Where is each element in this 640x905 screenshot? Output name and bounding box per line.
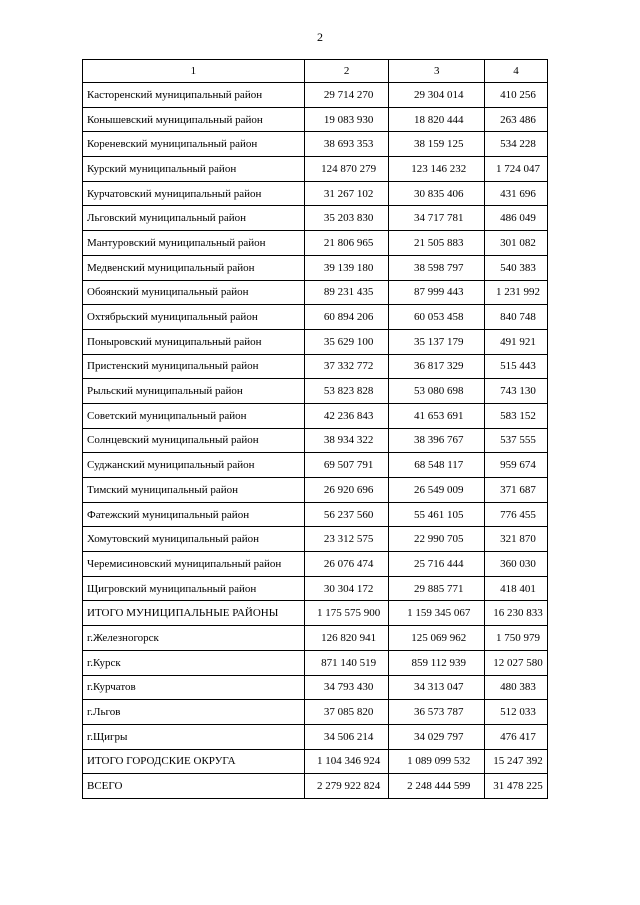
value-cell: 486 049 [485, 206, 548, 231]
table-row [83, 478, 548, 503]
table-row [83, 552, 548, 577]
value-cell: 38 934 322 [304, 428, 389, 453]
value-cell: 35 203 830 [304, 206, 389, 231]
table-row [83, 280, 548, 305]
table-row [83, 403, 548, 428]
value-cell: 360 030 [485, 552, 548, 577]
value-cell: 34 313 047 [389, 675, 485, 700]
value-cell: 2 279 922 824 [304, 774, 389, 799]
row-label-cell: Щигровский муниципальный район [83, 576, 305, 601]
value-cell: 1 104 346 924 [304, 749, 389, 774]
value-cell: 23 312 575 [304, 527, 389, 552]
table-row [83, 428, 548, 453]
value-cell: 69 507 791 [304, 453, 389, 478]
value-cell: 56 237 560 [304, 502, 389, 527]
value-cell: 34 506 214 [304, 724, 389, 749]
page-number: 2 [317, 30, 323, 44]
value-cell: 480 383 [485, 675, 548, 700]
value-cell: 30 835 406 [389, 181, 485, 206]
row-label-cell: Касторенский муниципальный район [83, 83, 305, 108]
value-cell: 53 080 698 [389, 379, 485, 404]
value-cell: 30 304 172 [304, 576, 389, 601]
value-cell: 859 112 939 [389, 650, 485, 675]
value-cell: 476 417 [485, 724, 548, 749]
value-cell: 26 920 696 [304, 478, 389, 503]
row-label-cell: Черемисиновский муниципальный район [83, 552, 305, 577]
value-cell: 22 990 705 [389, 527, 485, 552]
value-cell: 1 724 047 [485, 157, 548, 182]
value-cell: 371 687 [485, 478, 548, 503]
value-cell: 126 820 941 [304, 626, 389, 651]
value-cell: 1 175 575 900 [304, 601, 389, 626]
column-header: 2 [304, 60, 389, 83]
value-cell: 431 696 [485, 181, 548, 206]
value-cell: 36 573 787 [389, 700, 485, 725]
value-cell: 34 029 797 [389, 724, 485, 749]
value-cell: 60 053 458 [389, 305, 485, 330]
value-cell: 16 230 833 [485, 601, 548, 626]
value-cell: 1 231 992 [485, 280, 548, 305]
value-cell: 68 548 117 [389, 453, 485, 478]
value-cell: 776 455 [485, 502, 548, 527]
value-cell: 1 750 979 [485, 626, 548, 651]
row-label-cell: г.Железногорск [83, 626, 305, 651]
table-row [83, 206, 548, 231]
value-cell: 321 870 [485, 527, 548, 552]
column-header: 4 [485, 60, 548, 83]
value-cell: 491 921 [485, 329, 548, 354]
value-cell: 25 716 444 [389, 552, 485, 577]
value-cell: 29 885 771 [389, 576, 485, 601]
row-label-cell: Суджанский муниципальный район [83, 453, 305, 478]
value-cell: 38 396 767 [389, 428, 485, 453]
row-label-cell: Солнцевский муниципальный район [83, 428, 305, 453]
row-label-cell: ВСЕГО [83, 774, 305, 799]
table-row [83, 527, 548, 552]
value-cell: 21 505 883 [389, 231, 485, 256]
table-row [83, 700, 548, 725]
value-cell: 87 999 443 [389, 280, 485, 305]
value-cell: 534 228 [485, 132, 548, 157]
value-cell: 31 267 102 [304, 181, 389, 206]
value-cell: 55 461 105 [389, 502, 485, 527]
row-label-cell: Тимский муниципальный район [83, 478, 305, 503]
row-label-cell: Фатежский муниципальный район [83, 502, 305, 527]
value-cell: 34 717 781 [389, 206, 485, 231]
table-row [83, 354, 548, 379]
row-label-cell: Медвенский муниципальный район [83, 255, 305, 280]
value-cell: 410 256 [485, 83, 548, 108]
value-cell: 418 401 [485, 576, 548, 601]
value-cell: 743 130 [485, 379, 548, 404]
value-cell: 1 089 099 532 [389, 749, 485, 774]
value-cell: 263 486 [485, 107, 548, 132]
row-label-cell: Мантуровский муниципальный район [83, 231, 305, 256]
row-label-cell: ИТОГО ГОРОДСКИЕ ОКРУГА [83, 749, 305, 774]
row-label-cell: г.Курск [83, 650, 305, 675]
value-cell: 38 159 125 [389, 132, 485, 157]
value-cell: 35 137 179 [389, 329, 485, 354]
table-row [83, 675, 548, 700]
row-label-cell: Советский муниципальный район [83, 403, 305, 428]
row-label-cell: Рыльский муниципальный район [83, 379, 305, 404]
value-cell: 38 693 353 [304, 132, 389, 157]
column-header: 1 [83, 60, 305, 83]
row-label-cell: Льговский муниципальный район [83, 206, 305, 231]
row-label-cell: г.Щигры [83, 724, 305, 749]
table-row [83, 231, 548, 256]
value-cell: 29 714 270 [304, 83, 389, 108]
row-label-cell: Хомутовский муниципальный район [83, 527, 305, 552]
value-cell: 512 033 [485, 700, 548, 725]
table-row [83, 724, 548, 749]
table-row [83, 329, 548, 354]
row-label-cell: Кореневский муниципальный район [83, 132, 305, 157]
value-cell: 60 894 206 [304, 305, 389, 330]
table-row [83, 305, 548, 330]
value-cell: 41 653 691 [389, 403, 485, 428]
value-cell: 12 027 580 [485, 650, 548, 675]
row-label-cell: Поныровский муниципальный район [83, 329, 305, 354]
budget-table [82, 59, 548, 799]
value-cell: 31 478 225 [485, 774, 548, 799]
value-cell: 37 085 820 [304, 700, 389, 725]
table-row [83, 502, 548, 527]
value-cell: 38 598 797 [389, 255, 485, 280]
row-label-cell: Пристенский муниципальный район [83, 354, 305, 379]
value-cell: 37 332 772 [304, 354, 389, 379]
value-cell: 959 674 [485, 453, 548, 478]
table-row [83, 255, 548, 280]
table-row [83, 601, 548, 626]
table-row [83, 83, 548, 108]
row-label-cell: Курский муниципальный район [83, 157, 305, 182]
row-label-cell: ИТОГО МУНИЦИПАЛЬНЫЕ РАЙОНЫ [83, 601, 305, 626]
table-header-row [83, 60, 548, 83]
table-row [83, 749, 548, 774]
value-cell: 89 231 435 [304, 280, 389, 305]
table-row [83, 132, 548, 157]
value-cell: 1 159 345 067 [389, 601, 485, 626]
table-row [83, 576, 548, 601]
value-cell: 53 823 828 [304, 379, 389, 404]
value-cell: 540 383 [485, 255, 548, 280]
table-row [83, 157, 548, 182]
row-label-cell: Конышевский муниципальный район [83, 107, 305, 132]
row-label-cell: Обоянский муниципальный район [83, 280, 305, 305]
table-row [83, 650, 548, 675]
row-label-cell: Охтябрьский муниципальный район [83, 305, 305, 330]
value-cell: 871 140 519 [304, 650, 389, 675]
value-cell: 537 555 [485, 428, 548, 453]
row-label-cell: г.Льгов [83, 700, 305, 725]
value-cell: 124 870 279 [304, 157, 389, 182]
row-label-cell: г.Курчатов [83, 675, 305, 700]
value-cell: 19 083 930 [304, 107, 389, 132]
value-cell: 18 820 444 [389, 107, 485, 132]
value-cell: 301 082 [485, 231, 548, 256]
value-cell: 42 236 843 [304, 403, 389, 428]
value-cell: 125 069 962 [389, 626, 485, 651]
table-row [83, 379, 548, 404]
value-cell: 34 793 430 [304, 675, 389, 700]
value-cell: 39 139 180 [304, 255, 389, 280]
value-cell: 515 443 [485, 354, 548, 379]
value-cell: 583 152 [485, 403, 548, 428]
column-header: 3 [389, 60, 485, 83]
value-cell: 123 146 232 [389, 157, 485, 182]
value-cell: 26 076 474 [304, 552, 389, 577]
value-cell: 21 806 965 [304, 231, 389, 256]
table-row [83, 626, 548, 651]
value-cell: 26 549 009 [389, 478, 485, 503]
table-row [83, 107, 548, 132]
value-cell: 29 304 014 [389, 83, 485, 108]
value-cell: 36 817 329 [389, 354, 485, 379]
table-row [83, 181, 548, 206]
value-cell: 840 748 [485, 305, 548, 330]
table-row [83, 774, 548, 799]
value-cell: 15 247 392 [485, 749, 548, 774]
row-label-cell: Курчатовский муниципальный район [83, 181, 305, 206]
table-row [83, 453, 548, 478]
value-cell: 2 248 444 599 [389, 774, 485, 799]
value-cell: 35 629 100 [304, 329, 389, 354]
